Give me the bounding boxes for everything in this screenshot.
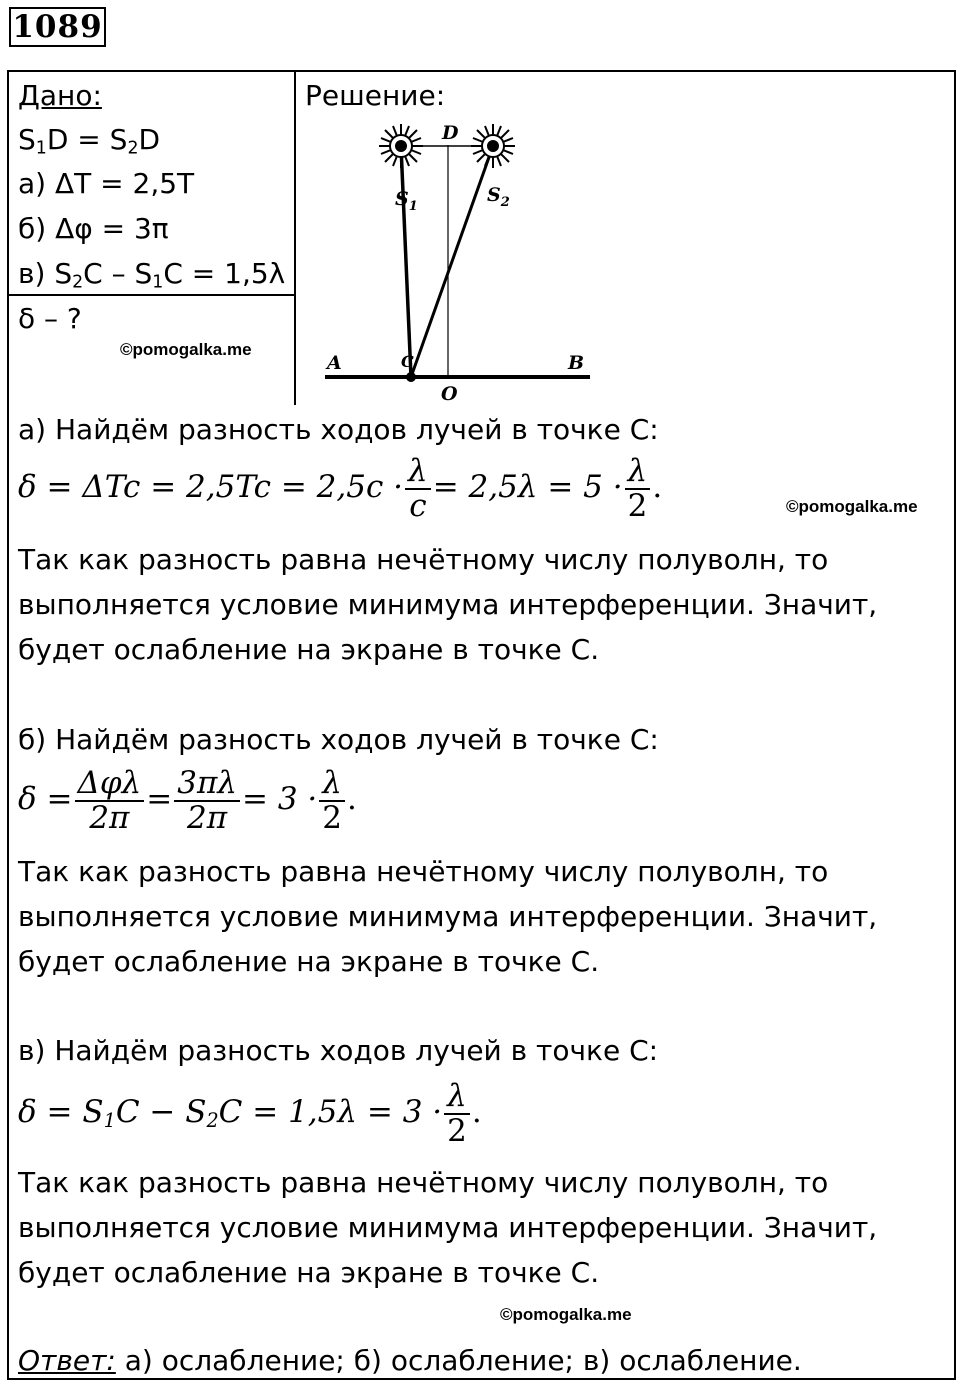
- given-line-1: $S_1D = S_2D$: [18, 123, 161, 159]
- fraction: $\frac{3\pi\lambda}{2\pi}$: [174, 767, 240, 834]
- part-b-intro: б) Найдём разность ходов лучей в точке С:: [18, 723, 659, 756]
- find-line: δ – ?: [18, 302, 82, 335]
- fraction: $\frac{\lambda}{c}$: [405, 455, 431, 522]
- part-c-formula: $\delta = S_1C - S_2C = 1,5\lambda = 3$ · $\frac{\lambda}{2}$ .: [18, 1078, 482, 1149]
- given-column-divider: [294, 72, 296, 405]
- answer-text: а) ослабление; б) ослабление; в) ослабление.: [124, 1344, 802, 1377]
- source-s1-icon: [379, 124, 423, 168]
- label-s2: $S_2$: [487, 184, 510, 210]
- fraction: Δφλ 2π: [75, 767, 145, 834]
- label-b: B: [568, 352, 585, 374]
- label-a: A: [327, 352, 342, 374]
- answer-label: Ответ:: [18, 1344, 116, 1377]
- part-a-line-1: Так как разность равна нечётному числу полуволн, то: [18, 543, 829, 576]
- label-s1: $S_1$: [395, 188, 418, 214]
- part-c-line-3: будет ослабление на экране в точке С.: [18, 1256, 600, 1289]
- solution-label: Решение:: [305, 79, 446, 112]
- point-c-dot: [406, 372, 416, 382]
- label-d: D: [442, 122, 459, 144]
- label-o: O: [441, 383, 458, 405]
- part-a-intro: а) Найдём разность ходов лучей в точке С:: [18, 413, 659, 446]
- fraction: $\frac{\lambda}{2}$: [444, 1080, 470, 1147]
- part-a-line-2: выполняется условие минимума интерференции. Значит,: [18, 588, 878, 621]
- part-a-line-3: будет ослабление на экране в точке С.: [18, 633, 600, 666]
- part-b-line-2: выполняется условие минимума интерференции. Значит,: [18, 900, 878, 933]
- ray-s1: [401, 146, 411, 377]
- interference-diagram: [315, 115, 605, 405]
- given-label: Дано:: [18, 79, 102, 112]
- label-c: C: [401, 352, 414, 371]
- given-find-divider: [9, 294, 294, 296]
- given-line-4: в) $S_2C - S_1C = 1,5\lambda$: [18, 257, 286, 293]
- watermark: ©pomogalka.me: [786, 497, 918, 516]
- ray-s2: [411, 146, 493, 377]
- problem-number: 1089: [9, 7, 106, 47]
- answer: [18, 1341, 802, 1381]
- part-b-line-1: Так как разность равна нечётному числу полуволн, то: [18, 855, 829, 888]
- source-s2-icon: [471, 124, 515, 168]
- watermark: ©pomogalka.me: [120, 340, 252, 359]
- part-c-line-1: Так как разность равна нечётному числу полуволн, то: [18, 1166, 829, 1199]
- fraction: $\frac{\lambda}{2}$: [625, 455, 651, 522]
- part-b-line-3: будет ослабление на экране в точке С.: [18, 945, 600, 978]
- given-line-3: б) Δφ = 3π: [18, 212, 169, 245]
- part-a-formula: δ = ΔTc = 2,5Tc = 2,5c · $\frac{\lambda}{c}$ = 2,5λ = 5 · $\frac{\lambda}{2}$ .: [18, 453, 663, 524]
- part-c-line-2: выполняется условие минимума интерференции. Значит,: [18, 1211, 878, 1244]
- watermark: ©pomogalka.me: [500, 1305, 632, 1324]
- part-c-intro: в) Найдём разность ходов лучей в точке С:: [18, 1034, 659, 1067]
- fraction: $\frac{\lambda}{2}$: [319, 767, 345, 834]
- part-b-formula: δ = Δφλ 2π = $\frac{3\pi\lambda}{2\pi}$ = 3 · $\frac{\lambda}{2}$ .: [18, 765, 357, 836]
- given-line-2: а) ΔT = 2,5T: [18, 167, 195, 200]
